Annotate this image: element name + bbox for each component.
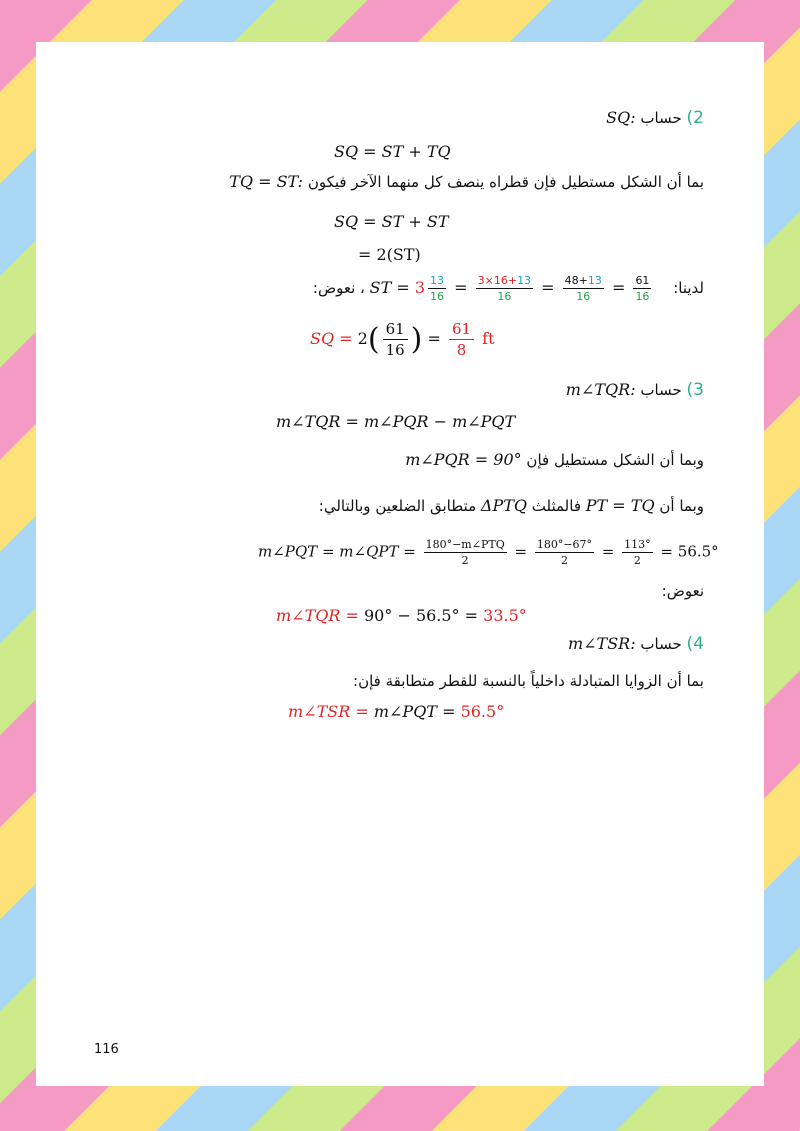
tri-math-2: ΔPTQ — [480, 496, 527, 515]
pqt-frac-a — [424, 538, 507, 567]
tsr-result-val: 56.5° — [460, 702, 505, 721]
page-number: 116 — [94, 1042, 119, 1057]
heading-word: حساب — [640, 635, 682, 653]
tri-text-3: متطابق الضلعين وبالتالي: — [318, 497, 477, 515]
given-st-line — [313, 274, 704, 303]
sq-in-num: 61 — [383, 320, 408, 340]
page — [36, 42, 764, 1086]
tqr-result-lhs: m∠TQR = — [276, 606, 364, 625]
fb-den: 2 — [560, 554, 568, 567]
fraction-expand — [476, 274, 533, 303]
substitute-word: ، نعوض: — [312, 279, 365, 297]
pqt-equation: m∠PQT = m∠QPT = $\frac{\text{180°−m∠PTQ}}{2}$ = $\frac{180^\circ-67^\circ}{2}$ = $\frac{113^\circ}{2}$ = 56.5° — [258, 538, 719, 567]
reason-math: TQ = ST: — [229, 172, 304, 191]
given-word: لدينا: — [673, 279, 704, 297]
sq-result-lhs: SQ = — [310, 329, 358, 348]
section-3-heading — [566, 380, 704, 400]
pqt-rhs: = 56.5° — [660, 542, 719, 561]
fc-num: 113° — [624, 538, 651, 551]
sq-unit: ft — [482, 329, 495, 348]
reason-diagonals — [229, 172, 704, 191]
rect-text: وبما أن الشكل مستطيل فإن — [526, 451, 704, 469]
mixed-num: 13 — [430, 274, 445, 287]
heading-var: SQ: — [606, 108, 636, 127]
tri-text-2: فالمثلث — [531, 497, 581, 515]
f2-b: 13 — [587, 274, 602, 287]
pqt-lhs: m∠PQT = m∠QPT = — [258, 542, 421, 561]
section-4-heading — [568, 634, 704, 654]
fraction-result — [633, 274, 651, 303]
substitute-label: نعوض: — [661, 582, 704, 600]
sq-final-num: 61 — [449, 320, 474, 340]
equation-tqr-diff: m∠TQR = m∠PQR − m∠PQT — [276, 412, 516, 431]
sq-final-fraction — [449, 320, 474, 359]
f2-den: 16 — [576, 290, 591, 303]
fa-num: 180°−m∠PTQ — [425, 538, 505, 551]
fb-num: 180°−67° — [536, 538, 593, 551]
f3-num: 61 — [635, 274, 650, 287]
st-fraction-chain: ST = 3 $\frac{13}{16}$ = $\frac{3\times 16+13}{16}$ = $\frac{48+13}{16}$ = $\frac{61}{16}$ — [369, 274, 650, 303]
mixed-fraction — [428, 274, 446, 303]
f1-a: 3×16+ — [477, 274, 518, 287]
sq-inner-fraction — [383, 320, 408, 359]
equation-sq-sum: SQ = ST + TQ — [334, 142, 451, 161]
tsr-result-lhs: m∠TSR = — [288, 702, 374, 721]
section-2-heading — [606, 108, 704, 128]
section-number: 3) — [686, 380, 704, 400]
tri-text-1: وبما أن — [659, 497, 704, 515]
section-number: 4) — [686, 634, 704, 654]
heading-var: m∠TSR: — [567, 634, 636, 653]
tqr-result — [276, 606, 527, 625]
fraction-sum — [563, 274, 604, 303]
sq-result: SQ = 2( $\frac{61}{16}$ ) = $\frac{61}{8}$ ft — [310, 320, 495, 359]
section-number: 2) — [686, 108, 704, 128]
st-label: ST = — [369, 278, 415, 297]
rect-angle-line — [405, 450, 704, 469]
sq-final-den: 8 — [456, 341, 467, 359]
isosceles-line — [319, 496, 704, 515]
tqr-result-val: 33.5° — [483, 606, 527, 625]
equation-sq-double: SQ = ST + ST — [334, 212, 449, 231]
rect-math: m∠PQR = 90° — [405, 450, 522, 469]
fa-den: 2 — [461, 554, 469, 567]
pqt-frac-b — [535, 538, 594, 567]
heading-var: m∠TQR: — [565, 380, 636, 399]
alternate-angles-line: بما أن الزوايا المتبادلة داخلياً بالنسبة للقطر متطابقة فإن: — [353, 672, 704, 690]
f1-den: 16 — [497, 290, 512, 303]
sq-coef: 2 — [357, 329, 368, 348]
f1-b: 13 — [517, 274, 532, 287]
tsr-result-mid: m∠PQT = — [373, 702, 461, 721]
sq-in-den: 16 — [385, 341, 405, 359]
tqr-result-mid: 90° − 56.5° = — [364, 606, 484, 625]
heading-word: حساب — [640, 109, 682, 127]
f2-a: 48+ — [564, 274, 588, 287]
reason-text: بما أن الشكل مستطيل فإن قطراه ينصف كل منهما الآخر فيكون — [307, 173, 704, 191]
pqt-frac-c — [622, 538, 653, 567]
tsr-result — [288, 702, 504, 721]
tri-math-1: PT = TQ — [585, 496, 655, 515]
mixed-den: 16 — [430, 290, 445, 303]
heading-word: حساب — [640, 381, 682, 399]
equation-sq-2st: = 2(ST) — [358, 245, 421, 264]
f3-den: 16 — [635, 290, 650, 303]
fc-den: 2 — [633, 554, 641, 567]
mixed-whole: 3 — [414, 278, 426, 297]
